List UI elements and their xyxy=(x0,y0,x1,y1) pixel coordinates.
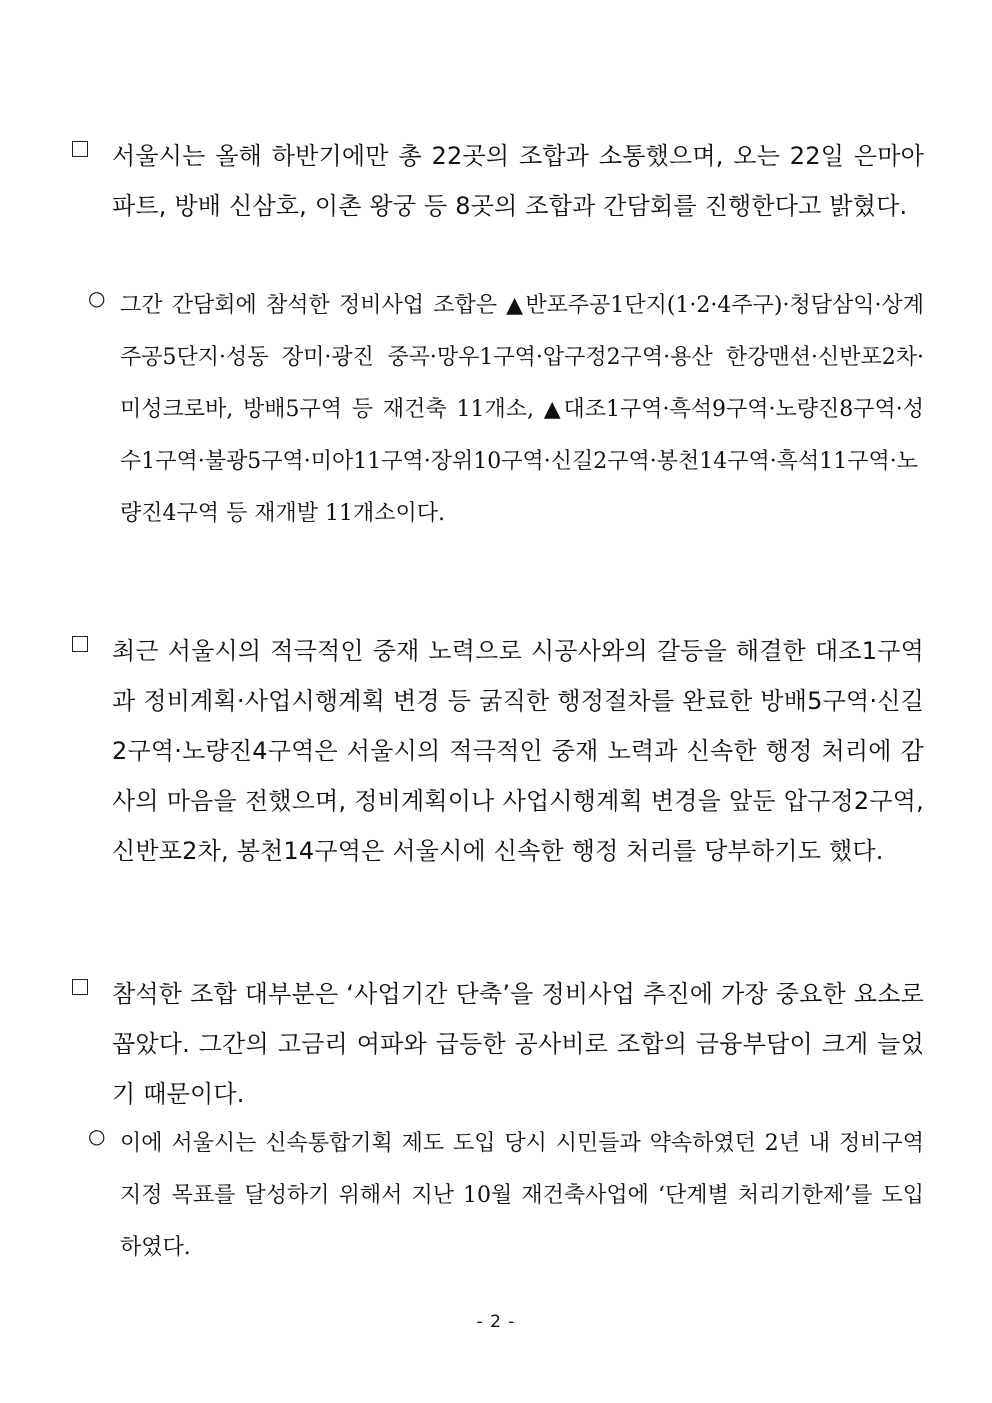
paragraph-text: 참석한 조합 대부분은 ‘사업기간 단축’을 정비사업 추진에 가장 중요한 요소로 꼽았다. 그간의 고금리 여파와 급등한 공사비로 조합의 금융부담이 크게 늘었기 때문이다. xyxy=(112,980,924,1108)
paragraph-text: 서울시는 올해 하반기에만 총 22곳의 조합과 소통했으며, 오는 22일 은마아파트, 방배 신삼호, 이촌 왕궁 등 8곳의 조합과 간담회를 진행한다고 밝혔다. xyxy=(112,142,924,220)
circle-bullet-icon: ○ xyxy=(88,1124,106,1148)
circle-paragraph-1 xyxy=(88,280,924,540)
sub-paragraph-text: 이에 서울시는 신속통합기획 제도 도입 당시 시민들과 약속하였던 2년 내 정비구역 지정 목표를 달성하기 위해서 지난 10월 재건축사업에 ‘단계별 처리기한제’를 도입하였다. xyxy=(120,1131,924,1260)
box-paragraph-3 xyxy=(72,969,924,1119)
checkbox-square-icon xyxy=(72,979,88,995)
page-number: - 2 - xyxy=(476,1312,516,1332)
box-paragraph-2 xyxy=(72,626,924,876)
circle-paragraph-2 xyxy=(88,1118,924,1274)
circle-bullet-icon: ○ xyxy=(88,286,106,310)
checkbox-square-icon xyxy=(72,141,88,157)
sub-paragraph-text: 그간 간담회에 참석한 정비사업 조합은 ▲반포주공1단지(1·2·4주구)·청담삼익·상계주공5단지·성동 장미·광진 중곡·망우1구역·압구정2구역·용산 한강맨션·신반포2차·미성크로바, 방배5구역 등 재건축 11개소, ▲대조1구역·흑석9구역·노량진8구역·성수1구역·불광5구역·미아11구역·장위10구역·신길2구역·봉천14구역·흑석11구역·노량진4구역 등 재개발 11개소이다. xyxy=(120,293,924,526)
paragraph-text: 최근 서울시의 적극적인 중재 노력으로 시공사와의 갈등을 해결한 대조1구역과 정비계획·사업시행계획 변경 등 굵직한 행정절차를 완료한 방배5구역·신길2구역·노량진4구역은 서울시의 적극적인 중재 노력과 신속한 행정 처리에 감사의 마음을 전했으며, 정비계획이나 사업시행계획 변경을 앞둔 압구정2구역, 신반포2차, 봉천14구역은 서울시에 신속한 행정 처리를 당부하기도 했다. xyxy=(112,637,924,865)
checkbox-square-icon xyxy=(72,636,88,652)
box-paragraph-1 xyxy=(72,131,924,231)
